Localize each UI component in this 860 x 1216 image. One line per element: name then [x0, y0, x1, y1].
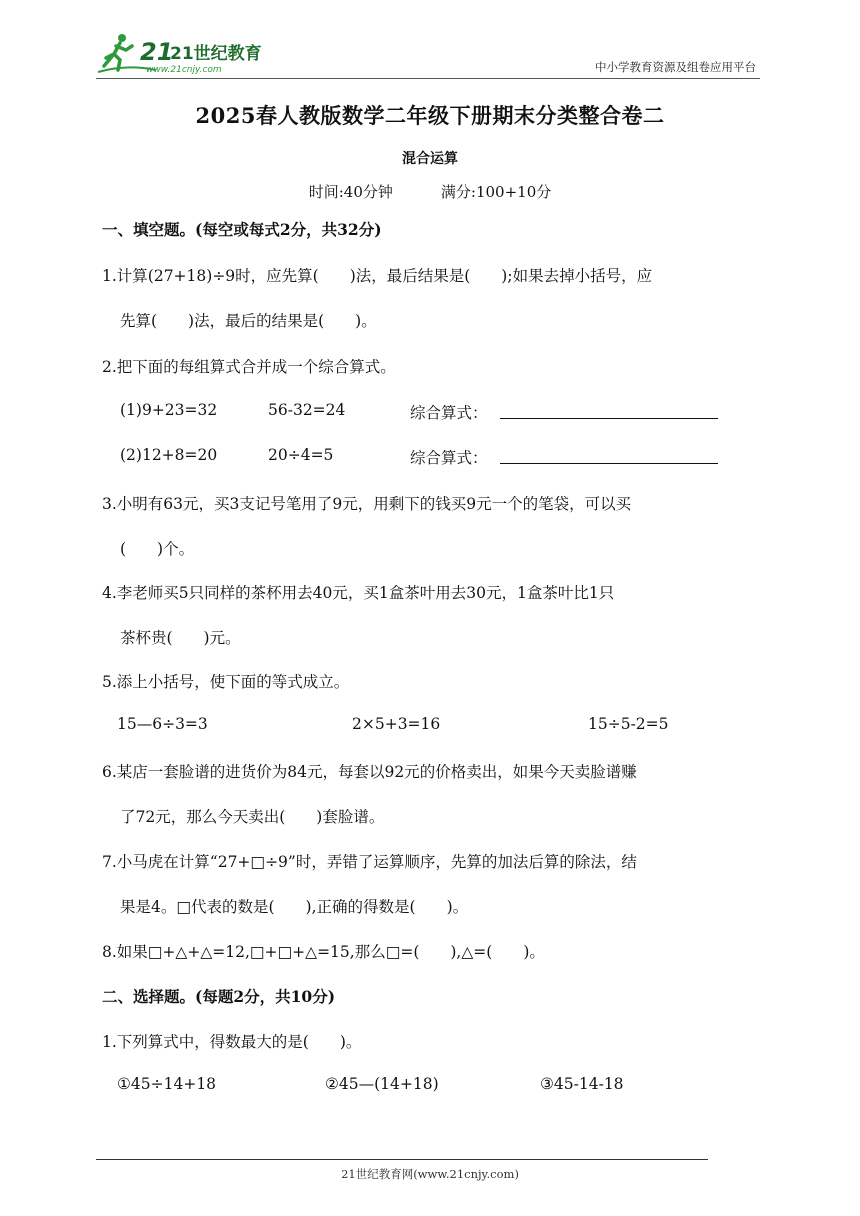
q3-line2: ( )个。: [120, 540, 195, 558]
paper-title: 2025春人教版数学二年级下册期末分类整合卷二: [195, 103, 665, 128]
q2-row2-label: 综合算式：: [410, 449, 488, 467]
svg-text:21: 21: [140, 38, 174, 66]
runner-logo-icon: [96, 30, 266, 76]
q3-line1: 3.小明有63元，买3支记号笔用了9元，用剩下的钱买9元一个的笔袋，可以买: [102, 495, 632, 513]
exam-meta: [0, 181, 860, 202]
page-header: [96, 30, 760, 79]
q2-row1-answer-line[interactable]: [500, 418, 718, 419]
q2-row2-b: 20÷4=5: [268, 446, 334, 464]
logo-text: 21世纪教育: [170, 44, 262, 64]
q7-line1: 7.小马虎在计算“27+□÷9”时，弄错了运算顺序，先算的加法后算的除法，结: [102, 853, 637, 871]
q5-item1: 15—6÷3=3: [117, 715, 208, 733]
s2-q1-option2[interactable]: ②45—(14+18): [325, 1075, 439, 1093]
q5-item3: 15÷5-2=5: [588, 715, 669, 733]
section-heading-fill-blank: 一、填空题。(每空或每式2分，共32分): [102, 220, 382, 239]
site-logo: [96, 30, 266, 76]
time-limit: 时间:40分钟: [308, 183, 393, 201]
q4-line1: 4.李老师买5只同样的茶杯用去40元，买1盒茶叶用去30元，1盒茶叶比1只: [102, 584, 615, 602]
q5-item2: 2×5+3=16: [352, 715, 441, 733]
q5-stem: 5.添上小括号，使下面的等式成立。: [102, 673, 350, 691]
q2-row1-label: 综合算式：: [410, 404, 488, 422]
q4-line2: 茶杯贵( )元。: [120, 629, 241, 647]
svg-text:www.21cnjy.com: www.21cnjy.com: [146, 65, 222, 75]
full-score: 满分:100+10分: [440, 183, 552, 201]
section-heading-choice: 二、选择题。(每题2分，共10分): [102, 987, 336, 1006]
q1-line1: 1.计算(27+18)÷9时，应先算( )法，最后结果是( );如果去掉小括号，应: [102, 267, 653, 285]
footer-rule: [96, 1159, 708, 1160]
q2-stem: 2.把下面的每组算式合并成一个综合算式。: [102, 358, 396, 376]
s2-q1-option3[interactable]: ③45-14-18: [540, 1075, 624, 1093]
q2-row2-a: (2)12+8=20: [120, 446, 218, 464]
q2-row1-a: (1)9+23=32: [120, 401, 218, 419]
platform-name: 中小学教育资源及组卷应用平台: [595, 60, 756, 74]
q7-line2: 果是4。□代表的数是( ),正确的得数是( )。: [120, 898, 469, 916]
paper-subtitle: 混合运算: [402, 151, 458, 167]
s2-q1-stem: 1.下列算式中，得数最大的是( )。: [102, 1033, 362, 1051]
q6-line1: 6.某店一套脸谱的进货价为84元，每套以92元的价格卖出，如果今天卖脸谱赚: [102, 763, 637, 781]
q8-line1: 8.如果□+△+△=12,□+□+△=15,那么□=( ),△=( )。: [102, 943, 545, 961]
s2-q1-option1[interactable]: ①45÷14+18: [117, 1075, 217, 1093]
q1-line2: 先算( )法，最后的结果是( )。: [120, 312, 377, 330]
page-footer: 21世纪教育网(www.21cnjy.com): [341, 1167, 519, 1181]
q2-row2-answer-line[interactable]: [500, 463, 718, 464]
q6-line2: 了72元，那么今天卖出( )套脸谱。: [120, 808, 385, 826]
q2-row1-b: 56-32=24: [268, 401, 346, 419]
